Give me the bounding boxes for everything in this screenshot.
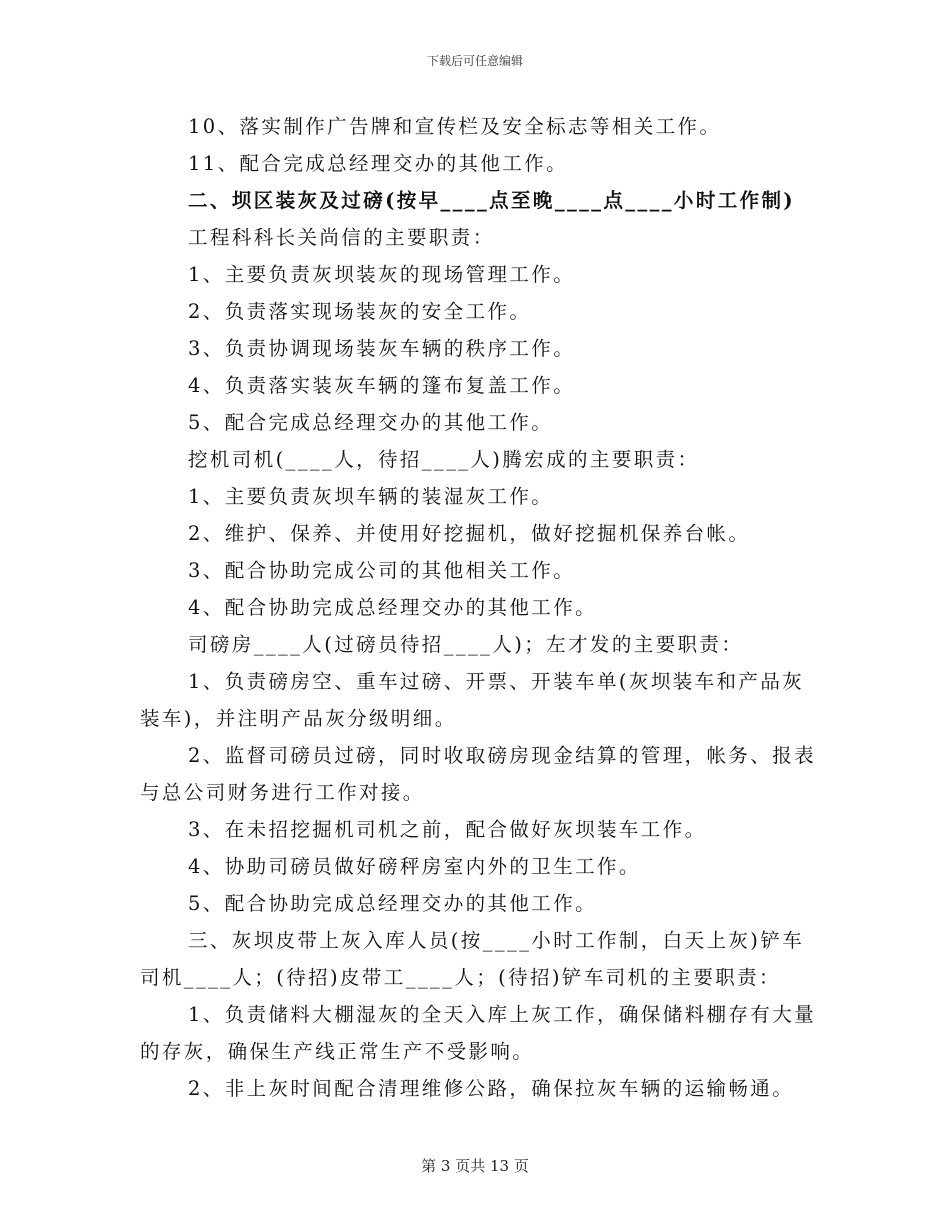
paragraph-line: 三、灰坝皮带上灰入库人员(按____小时工作制，白天上灰)铲车: [188, 929, 805, 952]
paragraph-line: 3、负责协调现场装灰车辆的秩序工作。: [188, 337, 576, 360]
paragraph-line: 11、配合完成总经理交办的其他工作。: [188, 152, 569, 175]
paragraph-line: 2、监督司磅员过磅，同时收取磅房现金结算的管理，帐务、报表: [188, 744, 817, 767]
paragraph-line: 4、负责落实装灰车辆的篷布复盖工作。: [188, 374, 576, 397]
paragraph-line: 4、协助司磅员做好磅秤房室内外的卫生工作。: [188, 855, 641, 878]
page-header: 下载后可任意编辑: [426, 54, 523, 68]
paragraph-line: 工程科科长关尚信的主要职责：: [188, 226, 495, 249]
paragraph-line: 3、在未招挖掘机司机之前，配合做好灰坝装车工作。: [188, 818, 707, 841]
paragraph-line: 司机____人；(待招)皮带工____人；(待招)铲车司机的主要职责：: [140, 966, 781, 989]
paragraph-line: 与总公司财务进行工作对接。: [140, 781, 425, 804]
paragraph-line: 挖机司机(____人，待招____人)腾宏成的主要职责：: [188, 448, 700, 471]
paragraph-line: 司磅房____人(过磅员待招____人)；左才发的主要职责：: [188, 633, 744, 656]
paragraph-line: 10、落实制作广告牌和宣传栏及安全标志等相关工作。: [188, 115, 722, 138]
paragraph-line: 的存灰，确保生产线正常生产不受影响。: [140, 1040, 535, 1063]
paragraph-line: 2、维护、保养、并使用好挖掘机，做好挖掘机保养台帐。: [188, 522, 751, 545]
paragraph-line: 1、主要负责灰坝车辆的装湿灰工作。: [188, 485, 554, 508]
section-heading: 二、坝区装灰及过磅(按早____点至晚____点____小时工作制): [188, 189, 796, 212]
paragraph-line: 4、配合协助完成总经理交办的其他工作。: [188, 596, 598, 619]
paragraph-line: 2、负责落实现场装灰的安全工作。: [188, 300, 532, 323]
paragraph-line: 1、主要负责灰坝装灰的现场管理工作。: [188, 263, 576, 286]
page-number: 第 3 页共 13 页: [421, 1157, 529, 1175]
paragraph-line: 装车)，并注明产品灰分级明细。: [140, 707, 457, 730]
paragraph-line: 1、负责磅房空、重车过磅、开票、开装车单(灰坝装车和产品灰: [188, 670, 805, 693]
paragraph-line: 3、配合协助完成公司的其他相关工作。: [188, 559, 576, 582]
paragraph-line: 5、配合协助完成总经理交办的其他工作。: [188, 892, 598, 915]
paragraph-line: 5、配合完成总经理交办的其他工作。: [188, 411, 554, 434]
paragraph-line: 2、非上灰时间配合清理维修公路，确保拉灰车辆的运输畅通。: [188, 1077, 795, 1100]
paragraph-line: 1、负责储料大棚湿灰的全天入库上灰工作，确保储料棚存有大量: [188, 1003, 817, 1026]
